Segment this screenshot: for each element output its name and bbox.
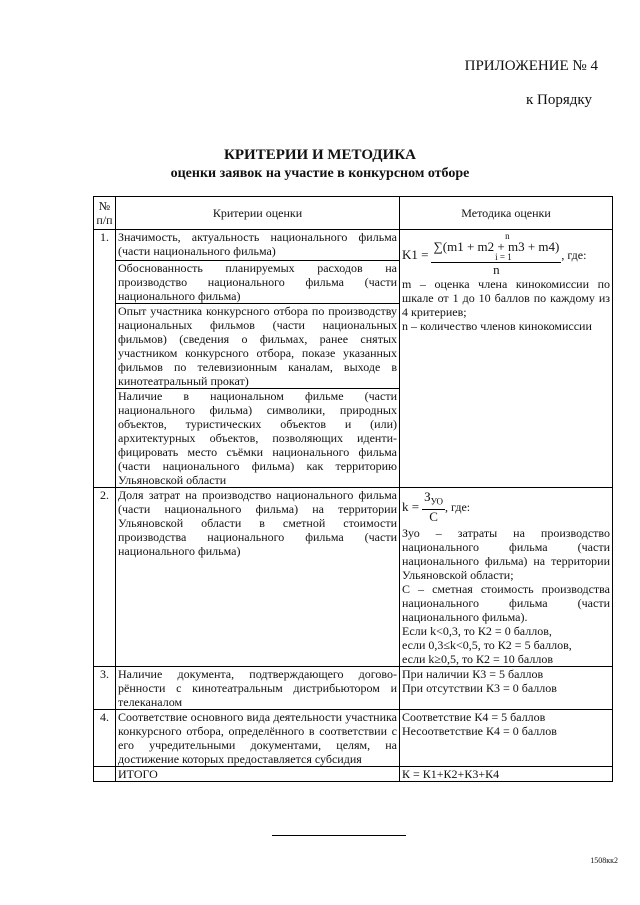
sum-lower-limit: i = 1 — [495, 252, 512, 262]
footer-divider — [272, 835, 406, 836]
method-cell — [400, 709, 613, 766]
k1-fraction — [431, 232, 561, 277]
criteria-cell: Соответствие основного вида деятельности участника конкурсного отбора, определённого в соответствии с его учредительными документами, целям, на достижение которых предоставляется субсидия — [116, 709, 400, 766]
sum-expression: ∑(m1 + m2 + m3 + m4) — [433, 239, 560, 254]
criteria-cell: Наличие документа, подтверждающего догово-рённости с кинотеатральным дистрибьютором и телеканалом — [116, 666, 400, 709]
method-line: Зуо – затраты на производство национального фильма (части национального фильма) на территории Ульяновской области; — [402, 525, 610, 582]
row-number: 2. — [94, 488, 116, 667]
method-cell — [400, 666, 613, 709]
criteria-cell: Обоснованность планируемых расходов на производство национального фильма (части национального фильма) — [116, 261, 400, 304]
row-number: 1. — [94, 230, 116, 488]
k-denominator: С — [429, 508, 438, 524]
k-formula — [402, 490, 610, 524]
header-method: Методика оценки — [400, 197, 613, 230]
appendix-reference: к Порядку — [526, 92, 592, 108]
method-line: При отсутствии К3 = 0 баллов — [402, 680, 557, 695]
method-line: С – сметная стоимость производства национального фильма (части национального фильма). — [402, 581, 610, 624]
method-line: Если k<0,3, то К2 = 0 баллов, — [402, 623, 552, 638]
row-number: 3. — [94, 666, 116, 709]
method-line: Несоответствие К4 = 0 баллов — [402, 723, 557, 738]
criteria-cell: Значимость, актуальность национального фильма (части национального фильма) — [116, 230, 400, 261]
table-row — [94, 488, 613, 667]
method-line: Соответствие К4 = 5 баллов — [402, 709, 546, 724]
total-label: ИТОГО — [116, 766, 400, 781]
table-row — [94, 666, 613, 709]
method-line: n – количество членов кинокомиссии — [402, 319, 592, 333]
document-code: 1508кк2 — [590, 856, 618, 865]
table-row-total — [94, 766, 613, 781]
k-numerator-letter: З — [424, 489, 431, 504]
sum-upper-limit: n — [505, 231, 510, 241]
document-subtitle: оценки заявок на участие в конкурсном отборе — [170, 166, 470, 181]
table-row — [94, 709, 613, 766]
method-line: если k≥0,5, то К2 = 10 баллов — [402, 651, 553, 666]
k1-numerator — [431, 232, 561, 263]
method-line: если 0,3≤k<0,5, то К2 = 5 баллов, — [402, 637, 572, 652]
table-header-row — [94, 197, 613, 230]
k-fraction — [422, 490, 445, 524]
document-title: КРИТЕРИИ И МЕТОДИКА — [224, 147, 416, 163]
criteria-cell: Доля затрат на производство национального фильма (части национального фильма) на территории Ульяновской области в сметной стоимости производства национального фильма (части национального фильма) — [116, 488, 400, 667]
criteria-cell: Опыт участника конкурсного отбора по производству национальных фильмов (части национальных фильмов) (сведения о фильмах, ранее снятых участником конкурсного отбора, показе указанных фильмов по телевизионным каналам, выходе в кинотеатральный прокат) — [116, 304, 400, 389]
method-cell — [400, 488, 613, 667]
method-line: m – оценка члена кинокомиссии по шкале от 1 до 10 баллов по каждому из 4 критериев; — [402, 277, 610, 319]
k-numerator-subscript: УО — [430, 496, 444, 507]
row-number: 4. — [94, 709, 116, 766]
appendix-number: ПРИЛОЖЕНИЕ № 4 — [464, 58, 598, 74]
k1-lhs: K1 = — [402, 246, 429, 262]
k-where: , где: — [445, 499, 471, 514]
k-lhs: k = — [402, 498, 420, 514]
row-number — [94, 766, 116, 781]
k1-denominator: n — [493, 262, 500, 277]
method-line: При наличии К3 = 5 баллов — [402, 666, 544, 681]
total-formula: К = К1+К2+К3+К4 — [400, 766, 613, 781]
criteria-cell: Наличие в национальном фильме (части национального фильма) символики, природных объектов, туристических объектов и (или) архитектурных объектов, позволяющих иденти-фицировать место съёмки национального фильма (части национального фильма) как территорию Ульяновской области — [116, 389, 400, 488]
k-numerator — [422, 490, 445, 510]
table-row — [94, 230, 613, 261]
header-num: № п/п — [94, 197, 116, 230]
k1-where: , где: — [561, 247, 587, 262]
criteria-table — [93, 196, 613, 782]
k1-formula — [402, 232, 610, 277]
method-cell — [400, 230, 613, 488]
header-criteria: Критерии оценки — [116, 197, 400, 230]
